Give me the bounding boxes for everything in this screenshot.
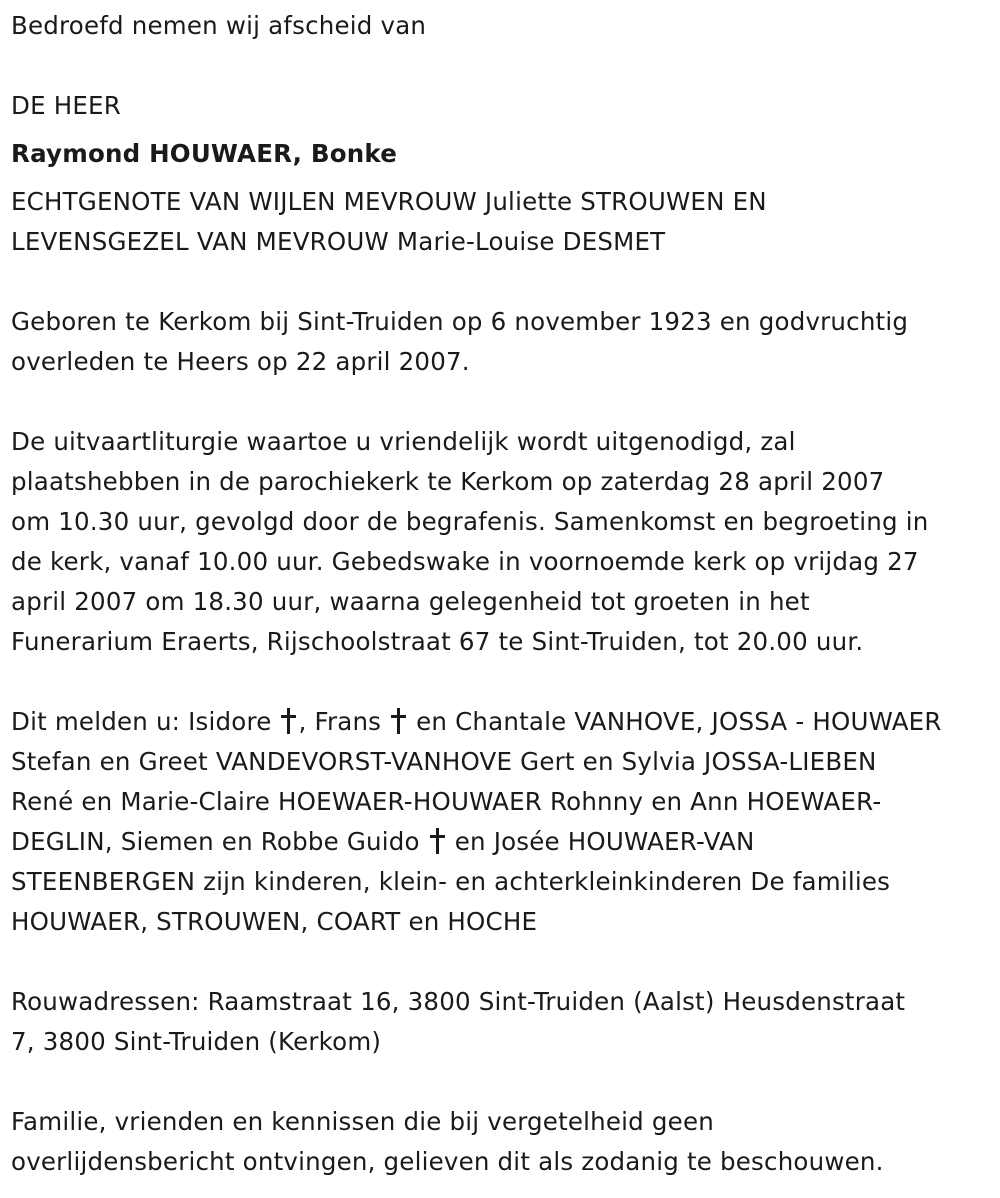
funeral-line: plaatshebben in de parochiekerk te Kerkom op zaterdag 28 april 2007 <box>11 467 885 496</box>
spacer <box>11 262 991 302</box>
obituary-notice <box>11 6 991 1182</box>
closing-line-1: Familie, vrienden en kennissen die bij vergetelheid geen <box>11 1107 714 1136</box>
spacer <box>11 1062 991 1102</box>
birth-death-line-1: Geboren te Kerkom bij Sint-Truiden op 6 november 1923 en godvruchtig <box>11 307 909 336</box>
cross-icon <box>281 708 297 734</box>
cross-icon <box>430 828 446 854</box>
cross-icon <box>391 708 407 734</box>
funeral-line: om 10.30 uur, gevolgd door de begrafenis. Samenkomst en begroeting in <box>11 507 929 536</box>
spacer <box>11 382 991 422</box>
relation-line-2: LEVENSGEZEL VAN MEVROUW Marie-Louise DESMET <box>11 227 666 256</box>
announcers-line-5: STEENBERGEN zijn kinderen, klein- en achterkleinkinderen De families <box>11 867 891 896</box>
announcers-line-3: René en Marie-Claire HOEWAER-HOUWAER Rohnny en Ann HOEWAER- <box>11 787 882 816</box>
announcers-text: DEGLIN, Siemen en Robbe Guido <box>11 827 428 856</box>
spacer <box>11 662 991 702</box>
announcers-text: , Frans <box>298 707 390 736</box>
announcers-line-4 <box>11 822 991 862</box>
title-text: DE HEER <box>11 91 121 120</box>
announcers-text: en Chantale VANHOVE, JOSSA - HOUWAER <box>408 707 942 736</box>
addresses-line-1: Rouwadressen: Raamstraat 16, 3800 Sint-Truiden (Aalst) Heusdenstraat <box>11 987 906 1016</box>
addresses-line-2: 7, 3800 Sint-Truiden (Kerkom) <box>11 1027 382 1056</box>
relation-line-1: ECHTGENOTE VAN WIJLEN MEVROUW Juliette STROUWEN EN <box>11 187 767 216</box>
announcers-text: en Josée HOUWAER-VAN <box>446 827 755 856</box>
funeral-line: de kerk, vanaf 10.00 uur. Gebedswake in voornoemde kerk op vrijdag 27 <box>11 547 919 576</box>
announcers-line-6: HOUWAER, STROUWEN, COART en HOCHE <box>11 907 538 936</box>
announcers-line-1 <box>11 702 991 742</box>
funeral-line: De uitvaartliturgie waartoe u vriendelijk wordt uitgenodigd, zal <box>11 427 796 456</box>
intro-text: Bedroefd nemen wij afscheid van <box>11 11 427 40</box>
funeral-line: Funerarium Eraerts, Rijschoolstraat 67 te Sint-Truiden, tot 20.00 uur. <box>11 627 864 656</box>
announcers-text: Dit melden u: Isidore <box>11 707 280 736</box>
closing-line-2: overlijdensbericht ontvingen, gelieven dit als zodanig te beschouwen. <box>11 1147 884 1176</box>
birth-death-line-2: overleden te Heers op 22 april 2007. <box>11 347 470 376</box>
funeral-line: april 2007 om 18.30 uur, waarna gelegenheid tot groeten in het <box>11 587 810 616</box>
announcers-line-2: Stefan en Greet VANDEVORST-VANHOVE Gert en Sylvia JOSSA-LIEBEN <box>11 747 877 776</box>
deceased-name: Raymond HOUWAER, Bonke <box>11 139 398 168</box>
spacer <box>11 46 991 86</box>
spacer <box>11 942 991 982</box>
